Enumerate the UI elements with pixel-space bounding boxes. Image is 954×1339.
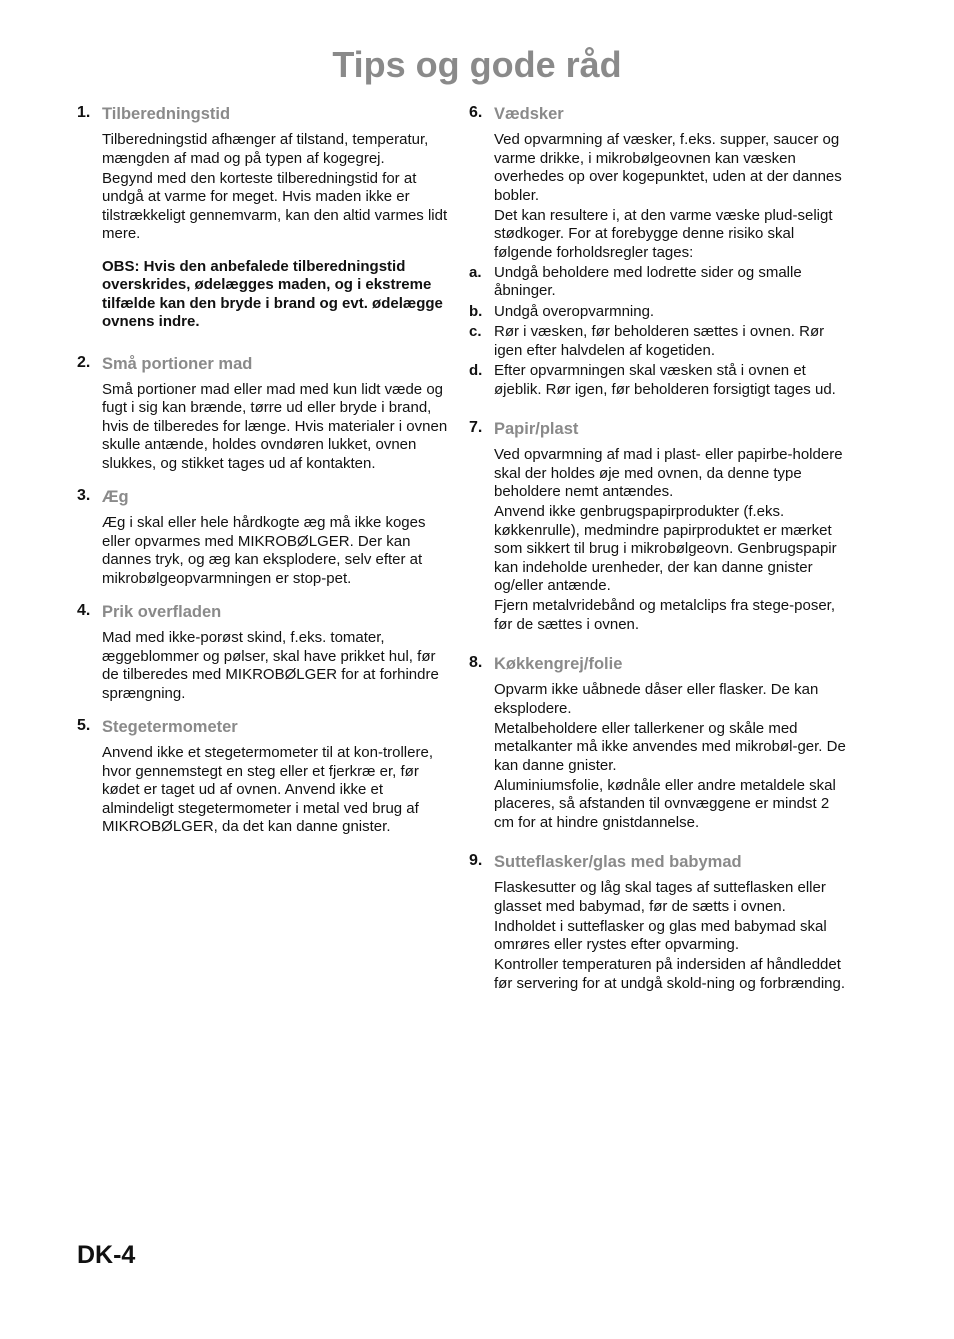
section-small-portions xyxy=(77,354,449,474)
section-heading: Vædsker xyxy=(494,105,564,123)
section-paper-plastic xyxy=(469,419,849,634)
paragraph: Fjern metalvridebånd og metalclips fra stege-poser, før de sættes i ovnen. xyxy=(494,597,836,633)
paragraph: Kontroller temperaturen på indersiden af håndleddet før servering for at undgå skold-ning og forbrænding. xyxy=(494,956,846,992)
section-baby-bottles xyxy=(469,852,849,993)
section-number: 3. xyxy=(77,487,91,504)
section-heading: Prik overfladen xyxy=(102,603,222,621)
paragraph: Metalbeholdere eller tallerkener og skåle med metalkanter må ikke anvendes med mikrobøl-ger. De kan danne gnister. xyxy=(494,719,846,774)
section-number: 6. xyxy=(469,104,483,121)
section-heading: Papir/plast xyxy=(494,420,579,438)
section-cooking-time xyxy=(77,104,449,332)
paragraph: Ved opvarmning af mad i plast- eller papirbe-holdere skal der holdes øje med ovnen, da denne type beholdere nemt antændes. xyxy=(494,446,843,500)
list-item-text: Efter opvarmningen skal væsken stå i ovnen et øjeblik. Rør igen, før beholderen forsigtigt tages ud. xyxy=(494,362,836,398)
section-heading: Køkkengrej/folie xyxy=(494,655,623,673)
section-number: 2. xyxy=(77,353,91,371)
paragraph: Anvend ikke et stegetermometer til at kon-trollere, hvor gennemstegt en steg eller et fjerkræ er, før kødet er taget ud af ovnen. Anvend ikke et almindeligt stegetermometer i metal ved brug af MIKROBØLGER, da det kan danne gnister. xyxy=(102,744,433,835)
list-item xyxy=(469,323,849,360)
section-heading: Sutteflasker/glas med babymad xyxy=(494,853,742,871)
section-number: 8. xyxy=(469,654,483,671)
paragraph: Indholdet i sutteflasker og glas med babymad skal omrøres eller rystes efter opvarming. xyxy=(494,917,827,953)
page-number: DK-4 xyxy=(77,1241,136,1269)
list-item xyxy=(469,362,849,399)
paragraph: Tilberedningstid afhænger af tilstand, temperatur, mængden af mad og på typen af kogegrej. xyxy=(102,131,429,167)
right-column xyxy=(469,104,849,1007)
section-pierce-surface xyxy=(77,602,449,703)
section-number: 1. xyxy=(77,104,91,121)
paragraph: Mad med ikke-porøst skind, f.eks. tomater, æggeblommer og pølser, skal have prikket hul, før de tilberedes med MIKROBØLGER for at forhindre sprængning. xyxy=(102,629,439,702)
paragraph: Anvend ikke genbrugspapirprodukter (f.eks. køkkenrulle), medmindre papirproduktet er mærket som sikkert til brug i mikrobølgeovn. Genbrugspapir kan indeholde urenheder, der kan danne gnister og/eller antænde. xyxy=(494,503,837,594)
list-item-text: Undgå beholdere med lodrette sider og smalle åbninger. xyxy=(494,263,802,299)
section-number: 7. xyxy=(469,419,483,436)
list-item-text: Undgå overopvarmning. xyxy=(494,302,655,320)
list-item-letter: c. xyxy=(469,323,482,340)
list-item-letter: b. xyxy=(469,302,483,320)
list-item xyxy=(469,302,849,322)
warning-note: OBS: Hvis den anbefalede tilberedningstid overskrides, ødelægges maden, og i ekstreme tilfælde kan den bryde i brand og evt. ødelægge ovnens indre. xyxy=(102,257,443,330)
paragraph: Ved opvarmning af væsker, f.eks. supper, saucer og varme drikke, i mikrobølgeovnen kan væsken overhedes op over kogepunktet, uden at der dannes bobler. xyxy=(494,131,842,204)
section-liquids xyxy=(469,104,849,399)
paragraph: Små portioner mad eller mad med kun lidt væde og fugt i sig kan brænde, tørre ud eller bryde i brand, hvis de tilberedes for længe. Hvis materialer i ovnen skulle antænde, holdes ovndøren lukket, ovnen slukkes, og stikket tages ud af kontakten. xyxy=(102,380,448,472)
paragraph: Det kan resultere i, at den varme væske plud-seligt stødkoger. For at forebygge denne risiko skal følgende forholdsregler tages: xyxy=(494,206,833,261)
paragraph: Aluminiumsfolie, kødnåle eller andre metaldele skal placeres, så afstanden til ovnvæggene er mindst 2 cm for at hindre gnistdannelse. xyxy=(494,776,836,831)
section-number: 5. xyxy=(77,717,91,734)
list-item-letter: a. xyxy=(469,263,482,281)
list-item-letter: d. xyxy=(469,362,483,379)
section-eggs xyxy=(77,487,449,588)
section-heading: Æg xyxy=(102,488,129,506)
list-item xyxy=(469,263,849,301)
list-item-text: Rør i væsken, før beholderen sættes i ovnen. Rør igen efter halvdelen af kogetiden. xyxy=(494,323,825,359)
paragraph: Opvarm ikke uåbnede dåser eller flasker. De kan eksplodere. xyxy=(494,681,819,717)
paragraph: Begynd med den korteste tilberedningstid for at undgå at varme for meget. Hvis maden ikke er tilstrækkeligt gennemvarm, kan den altid varmes lidt mere. xyxy=(102,169,448,242)
section-heading: Stegetermometer xyxy=(102,718,238,736)
section-cookware-foil xyxy=(469,654,849,832)
paragraph: Flaskesutter og låg skal tages af sutteflasken eller glasset med babymad, før de sætts i ovnen. xyxy=(494,879,826,915)
section-heading: Små portioner mad xyxy=(102,354,253,373)
section-number: 4. xyxy=(77,602,91,619)
page-title: Tips og gode råd xyxy=(332,44,622,85)
left-column xyxy=(77,104,449,851)
paragraph: Æg i skal eller hele hårdkogte æg må ikke koges eller opvarmes med MIKROBØLGER. Der kan dannes tryk, og æg kan eksplodere, selv efter at mikrobølgeopvarmningen er stop-pet. xyxy=(102,514,426,587)
section-heading: Tilberedningstid xyxy=(102,105,231,123)
section-meat-thermometer xyxy=(77,717,449,837)
section-number: 9. xyxy=(469,852,483,869)
